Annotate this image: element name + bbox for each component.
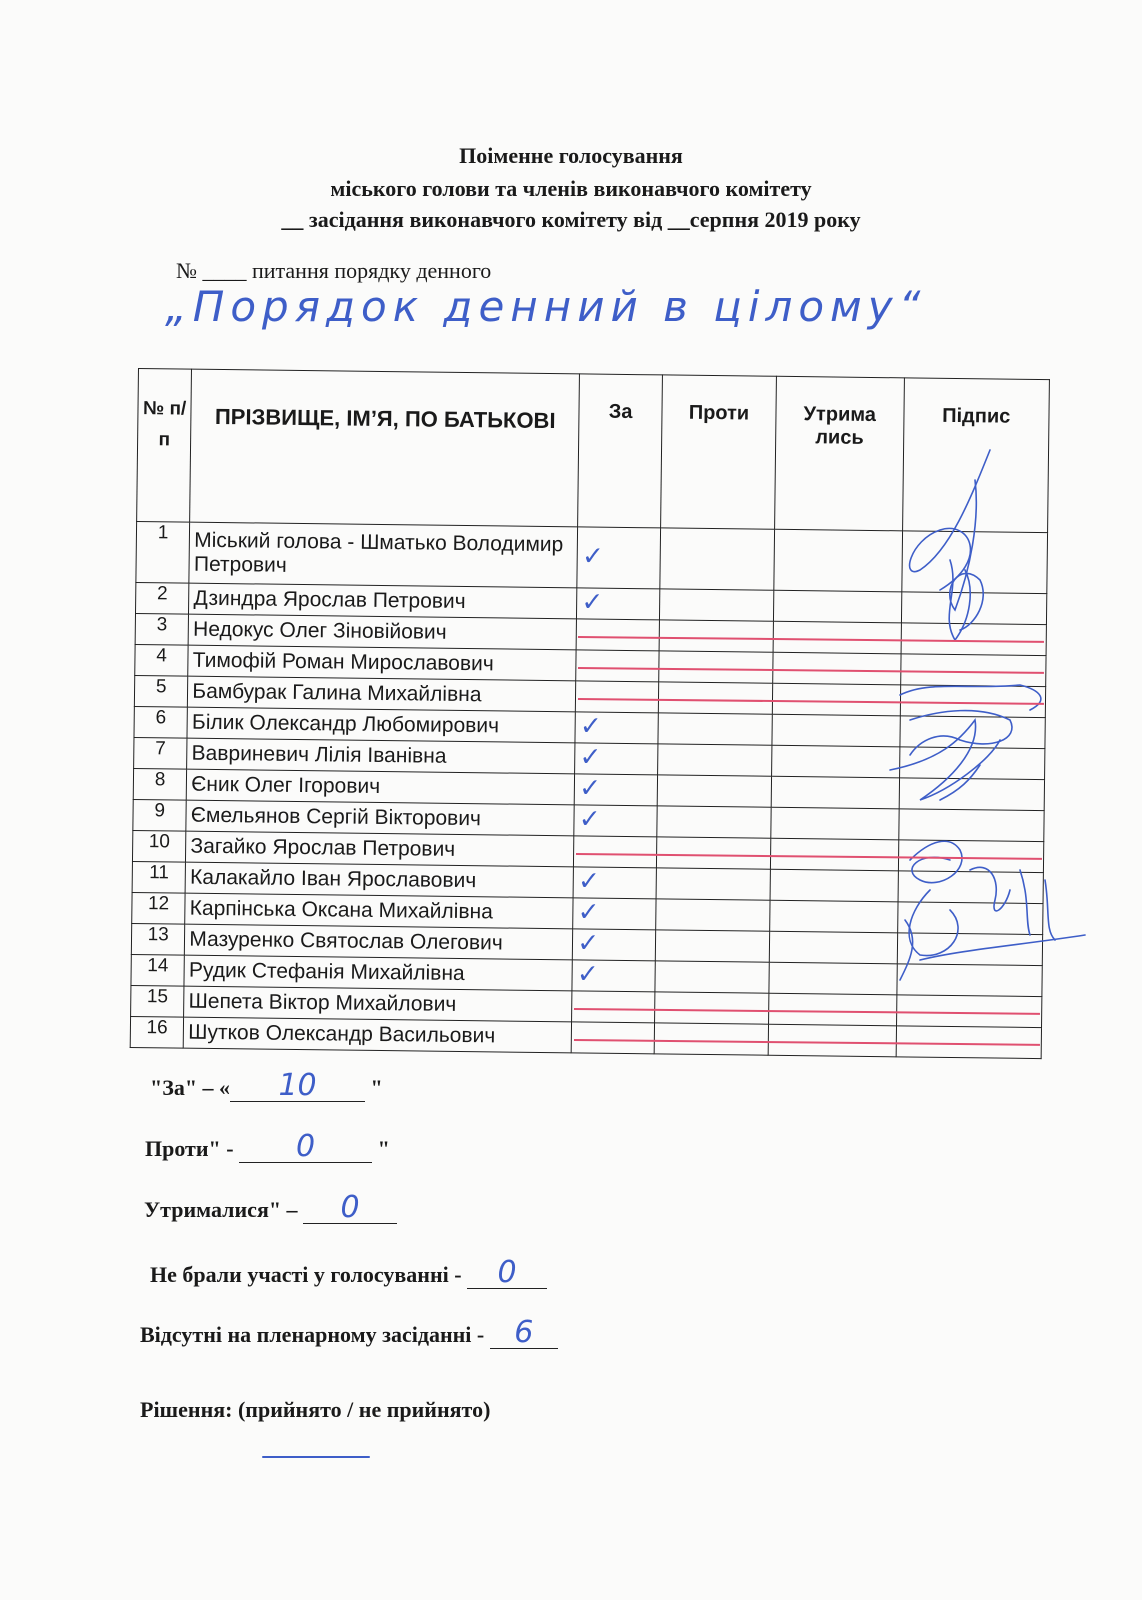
check-mark-icon: ✓ [578, 804, 601, 835]
row-name: Шепета Віктор Михайлович [184, 986, 572, 1022]
header-name: ПРІЗВИЩЕ, ІМ’Я, ПО БАТЬКОВІ [190, 369, 580, 527]
row-proty-cell [657, 775, 771, 807]
check-mark-icon: ✓ [576, 959, 599, 990]
header-proty: Проти [661, 375, 777, 529]
row-proty-cell [659, 589, 773, 621]
row-za-cell [576, 619, 659, 651]
summary-utr-value: 0 [340, 1190, 360, 1225]
summary-za-end: " [365, 1075, 383, 1100]
row-num: 14 [131, 954, 185, 986]
row-num: 6 [134, 706, 188, 738]
row-num: 4 [135, 644, 189, 676]
summary-abs-label: Відсутні на пленарному засіданні - [140, 1322, 490, 1347]
row-num: 11 [132, 861, 186, 893]
row-za-cell [577, 527, 660, 589]
row-za-cell [575, 712, 658, 744]
doc-subtitle: міського голови та членів виконавчого комітету [330, 176, 812, 201]
check-mark-icon: ✓ [581, 541, 605, 572]
row-name: Загайко Ярослав Петрович [186, 831, 574, 867]
row-proty-cell [660, 528, 775, 590]
decision-label: Рішення: [140, 1397, 238, 1422]
header-num: № п/п [137, 369, 192, 523]
row-proty-cell [655, 961, 769, 993]
row-name: Вавриневич Лілія Іванівна [187, 738, 575, 774]
check-mark-icon: ✓ [579, 711, 602, 742]
row-proty-cell [656, 868, 770, 900]
row-num: 12 [132, 892, 186, 924]
agenda-handwritten: „Порядок денний в цілому“ [165, 282, 927, 331]
doc-title: Поіменне голосування [459, 143, 683, 168]
meeting-line: __ засідання виконавчого комітету від __серпня 2019 року [281, 207, 861, 232]
row-name: Рудик Стефанія Михайлівна [184, 955, 572, 991]
header-sig: Підпис [902, 378, 1049, 533]
summary-utr [144, 1190, 397, 1225]
row-za-cell [576, 681, 659, 713]
decision-options: (прийнято / не прийнято) [237, 1397, 491, 1422]
row-name: Білик Олександр Любомирович [187, 707, 575, 743]
row-name: Недокус Олег Зіновійович [188, 614, 576, 650]
row-num: 16 [130, 1016, 184, 1048]
row-za-cell [576, 650, 659, 682]
summary-proty-value: 0 [296, 1129, 316, 1164]
summary-utr-label: Утрималися" – [144, 1197, 304, 1222]
row-name: Бамбурак Галина Михайлівна [188, 676, 576, 712]
summary-absent [140, 1315, 558, 1350]
row-za-cell [575, 774, 658, 806]
row-za-cell [575, 743, 658, 775]
row-num: 1 [136, 521, 190, 583]
row-num: 5 [134, 675, 188, 707]
row-za-cell [577, 588, 660, 620]
check-mark-icon: ✓ [579, 742, 602, 773]
row-num: 13 [131, 923, 185, 955]
row-proty-cell [658, 744, 772, 776]
agenda-item-line: № ____ питання порядку денного [176, 258, 492, 283]
row-proty-cell [658, 713, 772, 745]
check-mark-icon: ✓ [581, 587, 604, 618]
row-name: Єник Олег Ігорович [187, 769, 575, 805]
row-name: Дзиндра Ярослав Петрович [189, 583, 577, 619]
row-za-cell [572, 991, 655, 1023]
za-blank [230, 1068, 365, 1103]
row-za-cell [572, 960, 655, 992]
header-za: За [578, 374, 662, 528]
row-num: 3 [135, 613, 189, 645]
row-za-cell [573, 898, 656, 930]
summary-not-participated [150, 1255, 547, 1290]
summary-proty-end: " [372, 1136, 390, 1161]
row-name: Калакайло Іван Ярославович [185, 862, 573, 898]
summary-za-label: "За" – « [150, 1075, 231, 1100]
row-num: 15 [131, 985, 185, 1017]
proty-blank [239, 1129, 372, 1164]
nb-blank [467, 1255, 547, 1290]
check-mark-icon: ✓ [579, 773, 602, 804]
row-utr-cell [769, 962, 897, 995]
check-mark-icon: ✓ [577, 866, 601, 897]
signature-scribbles [880, 440, 1090, 1000]
utr-blank [303, 1190, 397, 1225]
summary-za [150, 1068, 383, 1103]
row-name: Тимофій Роман Мирославович [188, 645, 576, 681]
row-name: Шутков Олександр Васильович [184, 1017, 572, 1053]
row-num: 10 [132, 830, 186, 862]
summary-proty [145, 1129, 390, 1164]
check-mark-icon: ✓ [577, 928, 600, 959]
row-num: 9 [133, 799, 187, 831]
row-name: Ємельянов Сергій Вікторович [186, 800, 574, 836]
row-utr-cell [770, 869, 898, 902]
row-utr-cell [769, 931, 897, 964]
decision-line [140, 1397, 490, 1423]
row-za-cell [573, 867, 656, 899]
summary-nb-value: 0 [497, 1255, 517, 1290]
row-za-cell [572, 1022, 655, 1054]
row-num: 2 [136, 582, 190, 614]
row-za-cell [574, 836, 657, 868]
abs-blank [490, 1315, 558, 1350]
row-utr-cell [770, 900, 898, 933]
row-proty-cell [656, 899, 770, 931]
row-za-cell [573, 929, 656, 961]
decision-underline-mark [262, 1456, 370, 1458]
check-mark-icon: ✓ [577, 897, 600, 928]
row-za-cell [574, 805, 657, 837]
row-name: Карпінська Оксана Михайлівна [185, 893, 573, 929]
row-name: Мазуренко Святослав Олегович [185, 924, 573, 960]
header-utr: Утрима лись [775, 376, 904, 531]
row-proty-cell [657, 806, 771, 838]
row-proty-cell [655, 930, 769, 962]
row-name: Міський голова - Шматько Володимир Петрович [189, 522, 578, 588]
row-num: 7 [134, 737, 188, 769]
summary-nb-label: Не брали участі у голосуванні - [150, 1262, 468, 1287]
summary-za-value: 10 [278, 1068, 317, 1103]
summary-abs-value: 6 [514, 1315, 534, 1350]
row-num: 8 [133, 768, 187, 800]
summary-proty-label: Проти" - [145, 1136, 240, 1161]
